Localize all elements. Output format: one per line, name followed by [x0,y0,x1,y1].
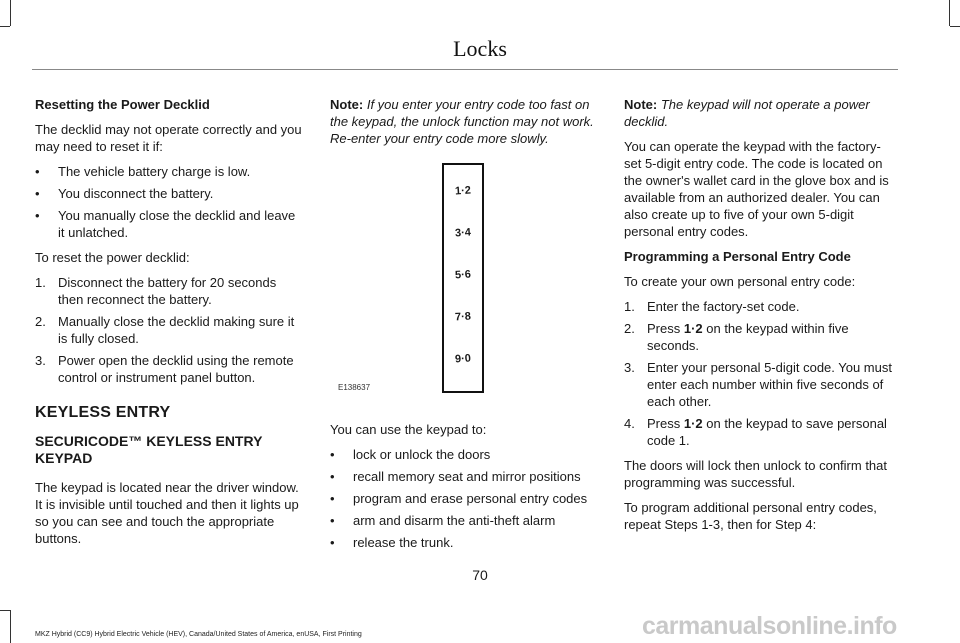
watermark: carmanualsonline.info [642,612,897,640]
crop-mark [0,26,10,27]
programming-lead: To create your own personal entry code: [624,274,856,289]
list-item: 3. Power open the decklid using the remote control or instrument panel button. [35,353,294,385]
list-item: • lock or unlock the doors [330,447,491,462]
list-item: 2. Manually close the decklid making sure it is fully closed. [35,314,295,346]
list-item: • program and erase personal entry codes [330,491,588,506]
programming-steps [624,298,896,449]
resetting-heading: Resetting the Power Decklid [35,97,210,112]
step-number: 2. [624,321,635,336]
step-number: 1. [35,275,46,290]
note-label: Note: [624,97,658,112]
keypad-key: 1·2 [454,184,472,198]
header-divider [32,69,898,70]
list-item: 1. Enter the factory-set code. [624,299,800,314]
list-item: 1. Disconnect the battery for 20 seconds then reconnect the battery. [35,275,277,307]
additional-codes-text: To program additional personal entry codes, repeat Steps 1-3, then for Step 4: [624,500,877,532]
list-item: • arm and disarm the anti-theft alarm [330,513,556,528]
bullet-icon: • [330,447,335,462]
section-heading: KEYLESS ENTRY [35,404,171,421]
keypad-key: 3·4 [454,226,472,240]
crop-mark [950,26,960,27]
note-label: Note: [330,97,364,112]
list-item: • You disconnect the battery. [35,186,214,201]
keypad-figure [330,157,602,407]
list-item: 2. Press 1·2 on the keypad within five seconds. [624,321,849,353]
keypad-key: 5·6 [454,268,472,282]
uses-lead: You can use the keypad to: [330,422,487,437]
bullet-icon: • [330,469,335,484]
keypad-description: The keypad is located near the driver window. It is invisible until touched and then it lights up so you can see and touch the appropriate buttons. [35,480,299,546]
keypad-key: 9·0 [454,352,472,366]
list-item: 3. Enter your personal 5-digit code. You must enter each number within five seconds of each other. [624,360,892,409]
programming-heading: Programming a Personal Entry Code [624,249,851,264]
list-item: 4. Press 1·2 on the keypad to save personal code 1. [624,416,887,448]
bullet-icon: • [330,513,335,528]
key-label: 1·2 [683,416,703,431]
step-number: 4. [624,416,635,431]
crop-mark [10,610,11,643]
step-number: 3. [35,353,46,368]
list-item: • release the trunk. [330,535,454,550]
figure-id: E138637 [338,383,371,392]
keypad-illustration [442,163,484,393]
confirm-text: The doors will lock then unlock to confirm that programming was successful. [624,458,888,490]
bullet-icon: • [330,535,335,550]
list-item: • recall memory seat and mirror positions [330,469,581,484]
reset-lead: To reset the power decklid: [35,250,190,265]
column-3 [624,96,896,541]
list-item: • You manually close the decklid and leave it unlatched. [35,208,296,240]
column-1 [35,96,305,555]
factory-code-description: You can operate the keypad with the factory-set 5-digit entry code. The code is located on the owner's wallet card in the glove box and is available from an authorized dealer. You can also create up to five of your own 5-digit personal entry codes. [624,139,889,239]
step-number: 3. [624,360,635,375]
bullet-icon: • [330,491,335,506]
step-number: 2. [35,314,46,329]
uses-list [330,446,602,551]
column-2 [330,96,602,559]
subsection-heading: SECURICODE™ KEYLESS ENTRY KEYPAD [35,433,263,466]
note-text: The keypad will not operate a power decklid. [624,97,870,129]
conditions-list [35,163,305,241]
list-item: • The vehicle battery charge is low. [35,164,251,179]
printing-line: MKZ Hybrid (CC9) Hybrid Electric Vehicle (HEV), Canada/United States of America, enUSA, First Printing [35,631,362,638]
note [624,96,896,130]
page-number: 70 [472,567,488,583]
bullet-icon: • [35,186,40,201]
step-number: 1. [624,299,635,314]
page-title: Locks [453,36,507,61]
bullet-icon: • [35,208,40,223]
bullet-icon: • [35,164,40,179]
note [330,96,602,147]
crop-mark [0,610,10,611]
crop-mark [10,0,11,26]
crop-mark [949,0,950,26]
reset-steps [35,274,305,386]
key-label: 1·2 [683,321,703,336]
keypad-key: 7·8 [454,310,472,324]
note-text: If you enter your entry code too fast on the keypad, the unlock function may not work. Re-enter your entry code more slowly. [330,97,594,146]
resetting-intro: The decklid may not operate correctly and you may need to reset it if: [35,122,302,154]
